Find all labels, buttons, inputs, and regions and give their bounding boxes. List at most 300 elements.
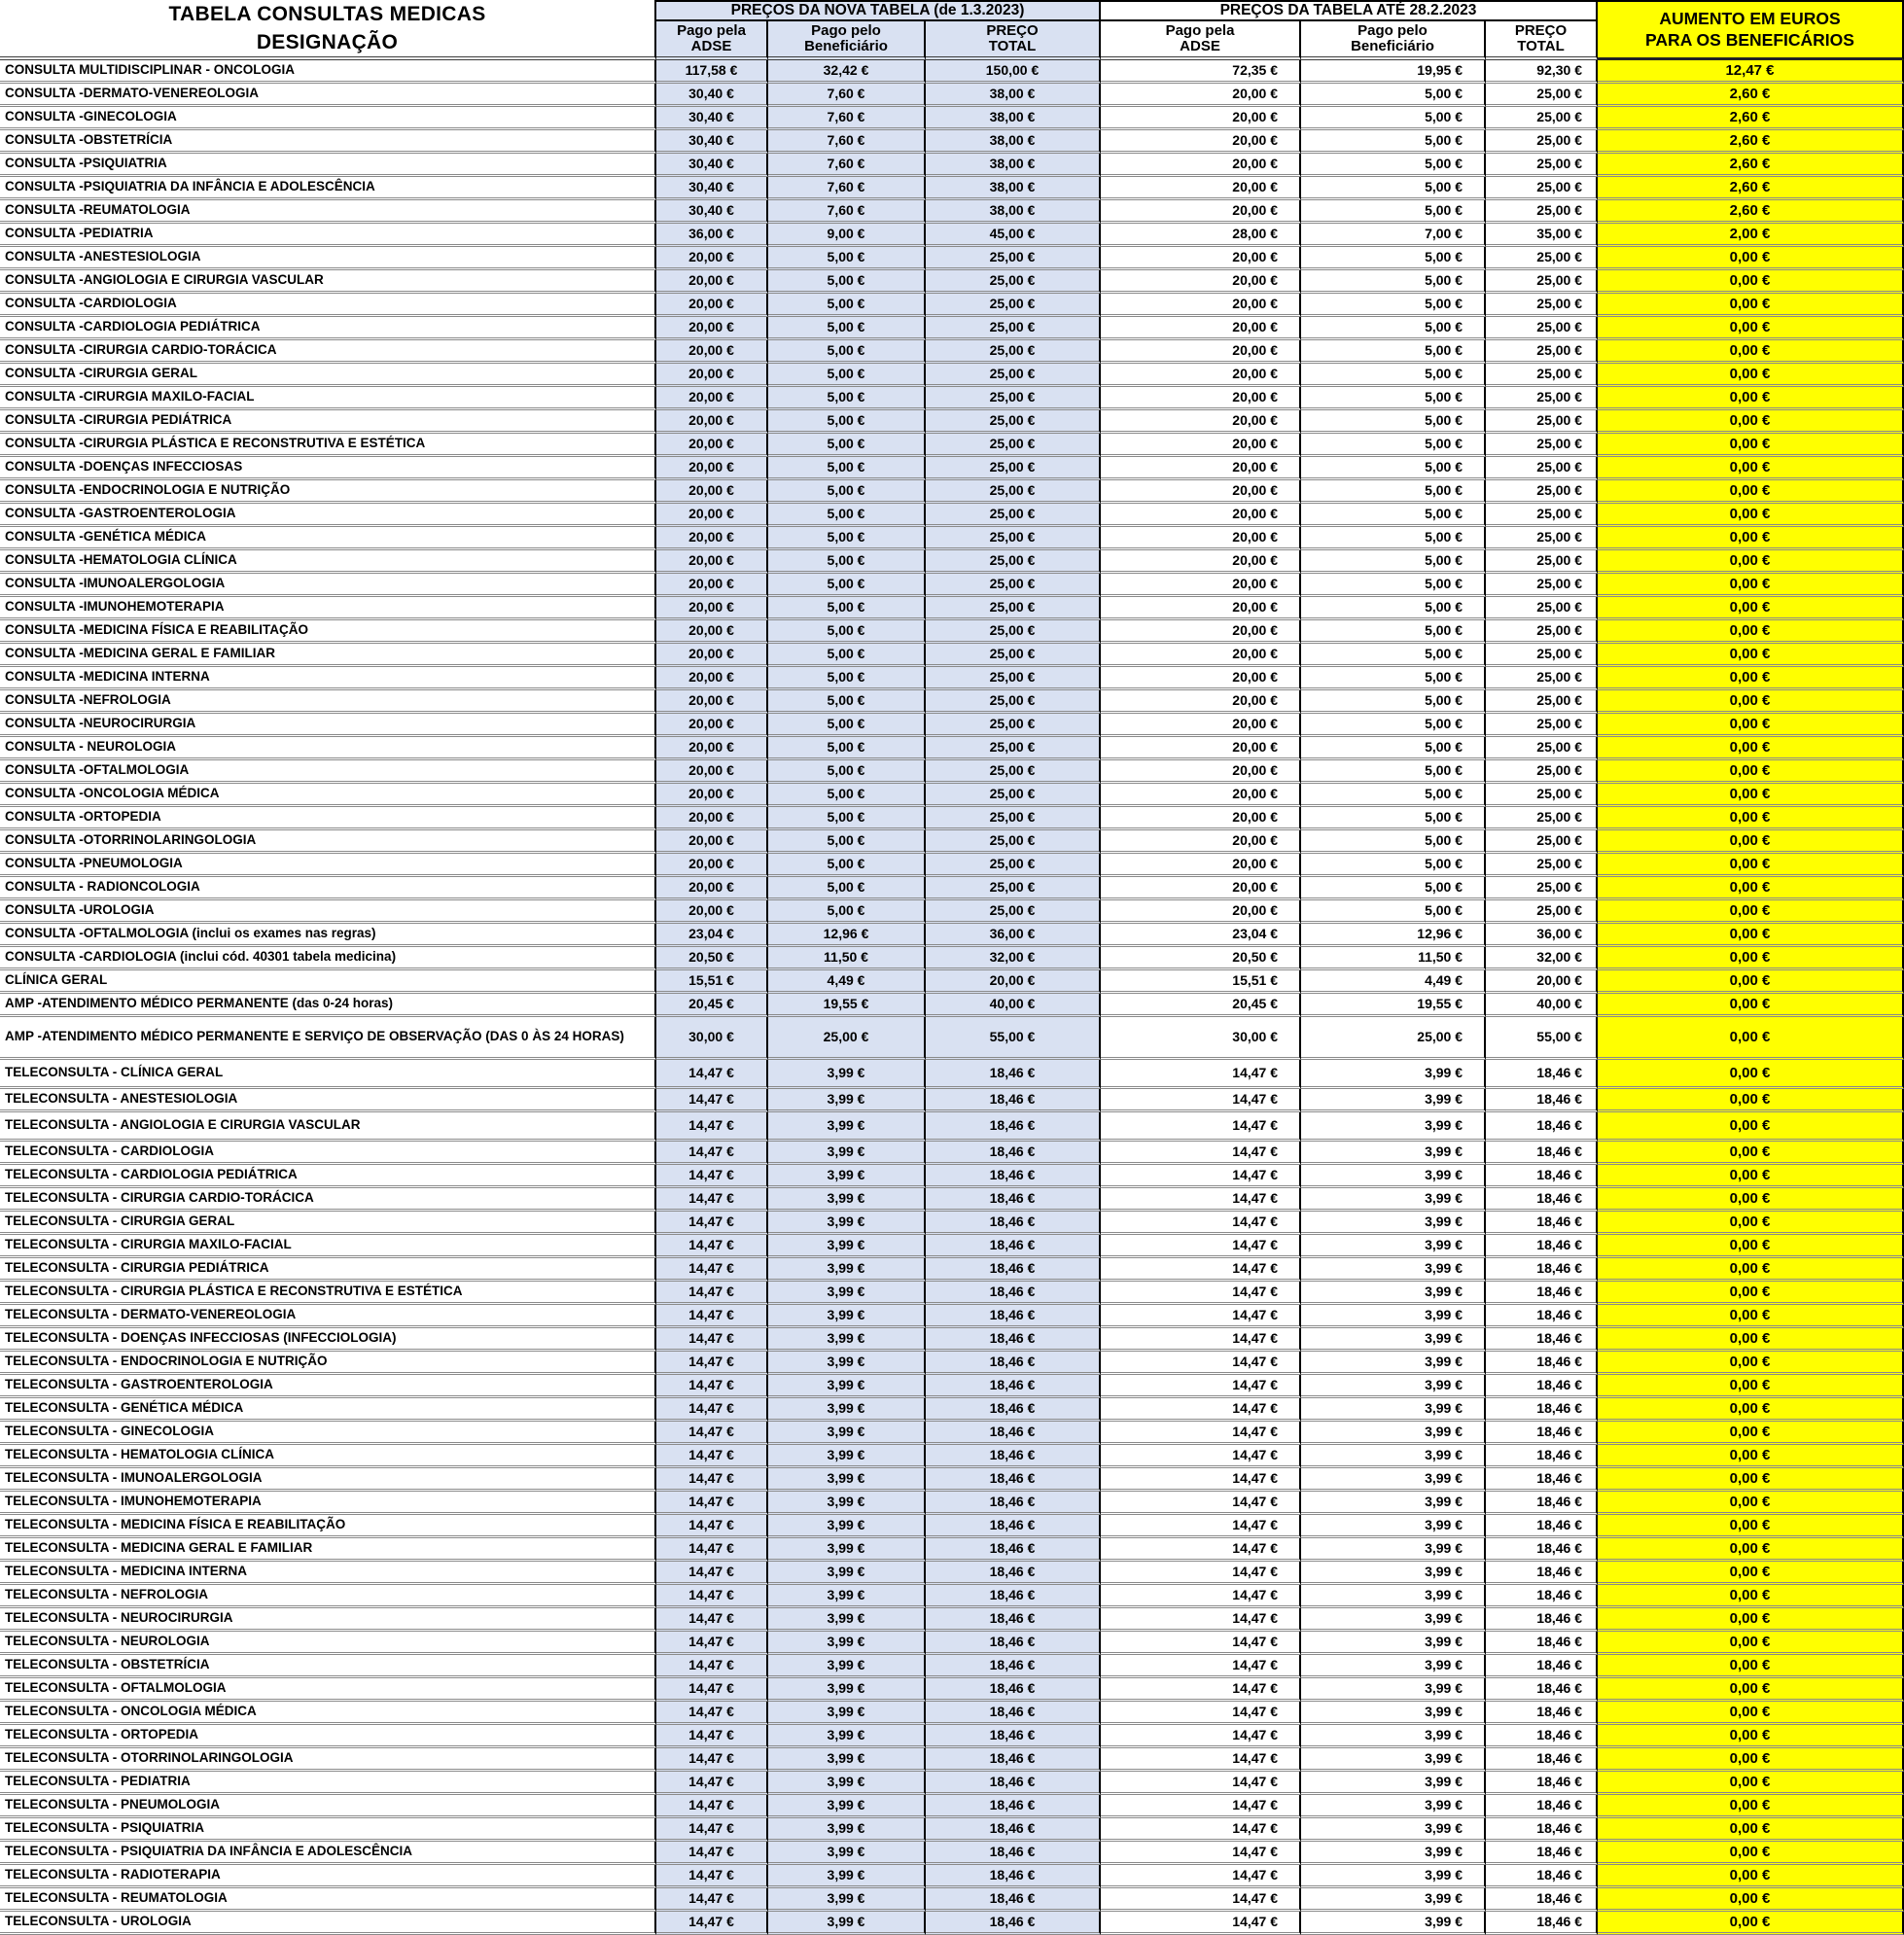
subheader-line: PREÇO xyxy=(1514,21,1568,39)
increase-cell: 0,00 € xyxy=(1598,737,1904,760)
increase-cell: 0,00 € xyxy=(1598,480,1904,504)
new-beneficiary-price-cell: 3,99 € xyxy=(768,1585,926,1608)
increase-cell: 2,60 € xyxy=(1598,154,1904,177)
new-adse-price-cell: 14,47 € xyxy=(656,1585,768,1608)
old-table-group-header xyxy=(1101,0,1598,21)
table-row xyxy=(0,784,1904,807)
new-total-price-cell: 25,00 € xyxy=(926,690,1101,714)
new-beneficiary-price-cell: 3,99 € xyxy=(768,1305,926,1328)
new-beneficiary-price-cell: 3,99 € xyxy=(768,1772,926,1795)
designation-cell: CONSULTA -OFTALMOLOGIA (inclui os exames nas regras) xyxy=(0,924,656,947)
new-adse-price-cell: 30,40 € xyxy=(656,200,768,224)
new-total-price-cell: 18,46 € xyxy=(926,1538,1101,1562)
new-total-price-cell: 18,46 € xyxy=(926,1089,1101,1112)
new-adse-price-cell: 30,40 € xyxy=(656,177,768,200)
increase-cell: 0,00 € xyxy=(1598,364,1904,387)
new-adse-price-cell: 36,00 € xyxy=(656,224,768,247)
new-adse-price-cell: 14,47 € xyxy=(656,1632,768,1655)
old-beneficiary-price-cell: 3,99 € xyxy=(1301,1702,1486,1725)
new-adse-price-cell: 14,47 € xyxy=(656,1725,768,1748)
new-beneficiary-price-cell: 7,60 € xyxy=(768,177,926,200)
new-total-price-cell: 38,00 € xyxy=(926,177,1101,200)
new-total-price-cell: 25,00 € xyxy=(926,270,1101,294)
new-beneficiary-price-cell: 3,99 € xyxy=(768,1562,926,1585)
designation-cell: CONSULTA -OTORRINOLARINGOLOGIA xyxy=(0,830,656,854)
old-total-price-cell: 25,00 € xyxy=(1486,667,1598,690)
new-total-price-cell: 18,46 € xyxy=(926,1212,1101,1235)
old-adse-price-cell: 20,00 € xyxy=(1101,130,1301,154)
new-adse-price-cell: 14,47 € xyxy=(656,1089,768,1112)
old-beneficiary-price-cell: 3,99 € xyxy=(1301,1445,1486,1468)
designation-cell: TELECONSULTA - REUMATOLOGIA xyxy=(0,1888,656,1912)
old-adse-price-cell: 20,00 € xyxy=(1101,854,1301,877)
designation-cell: CONSULTA -ANGIOLOGIA E CIRURGIA VASCULAR xyxy=(0,270,656,294)
old-beneficiary-price-cell: 3,99 € xyxy=(1301,1468,1486,1492)
increase-cell: 0,00 € xyxy=(1598,294,1904,317)
old-total-price-cell: 18,46 € xyxy=(1486,1515,1598,1538)
old-beneficiary-price-cell: 3,99 € xyxy=(1301,1492,1486,1515)
table-row xyxy=(0,1212,1904,1235)
new-adse-price-cell: 14,47 € xyxy=(656,1305,768,1328)
increase-cell: 0,00 € xyxy=(1598,947,1904,970)
increase-cell: 0,00 € xyxy=(1598,457,1904,480)
increase-cell: 0,00 € xyxy=(1598,760,1904,784)
old-adse-price-cell: 14,47 € xyxy=(1101,1842,1301,1865)
old-adse-price-cell: 20,00 € xyxy=(1101,200,1301,224)
new-adse-price-cell: 30,40 € xyxy=(656,107,768,130)
designation-cell: TELECONSULTA - DOENÇAS INFECCIOSAS (INFECCIOLOGIA) xyxy=(0,1328,656,1352)
new-adse-price-cell: 20,00 € xyxy=(656,574,768,597)
increase-cell: 0,00 € xyxy=(1598,1795,1904,1818)
new-beneficiary-price-cell: 5,00 € xyxy=(768,760,926,784)
table-row xyxy=(0,1655,1904,1678)
increase-cell: 0,00 € xyxy=(1598,247,1904,270)
increase-cell: 0,00 € xyxy=(1598,1888,1904,1912)
old-beneficiary-price-cell: 3,99 € xyxy=(1301,1538,1486,1562)
designation-cell: TELECONSULTA - MEDICINA INTERNA xyxy=(0,1562,656,1585)
new-total-price-cell: 18,46 € xyxy=(926,1562,1101,1585)
new-beneficiary-price-cell: 3,99 € xyxy=(768,1352,926,1375)
old-total-price-cell: 18,46 € xyxy=(1486,1492,1598,1515)
old-adse-price-cell: 20,00 € xyxy=(1101,877,1301,900)
old-beneficiary-price-cell: 5,00 € xyxy=(1301,807,1486,830)
new-total-price-cell: 40,00 € xyxy=(926,994,1101,1017)
increase-cell: 0,00 € xyxy=(1598,807,1904,830)
new-total-price-cell: 18,46 € xyxy=(926,1188,1101,1212)
increase-cell: 0,00 € xyxy=(1598,714,1904,737)
old-adse-price-cell: 20,00 € xyxy=(1101,294,1301,317)
new-total-price-cell: 18,46 € xyxy=(926,1818,1101,1842)
new-adse-price-cell: 14,47 € xyxy=(656,1188,768,1212)
new-adse-price-cell: 14,47 € xyxy=(656,1468,768,1492)
old-total-price-cell: 25,00 € xyxy=(1486,830,1598,854)
old-total-price-cell: 25,00 € xyxy=(1486,527,1598,550)
old-total-price-cell: 18,46 € xyxy=(1486,1655,1598,1678)
table-row xyxy=(0,1515,1904,1538)
designation-cell: TELECONSULTA - CARDIOLOGIA PEDIÁTRICA xyxy=(0,1165,656,1188)
new-beneficiary-price-cell: 3,99 € xyxy=(768,1865,926,1888)
old-total-price-cell: 18,46 € xyxy=(1486,1375,1598,1398)
new-beneficiary-price-cell: 5,00 € xyxy=(768,807,926,830)
designation-cell: CONSULTA -ONCOLOGIA MÉDICA xyxy=(0,784,656,807)
new-beneficiary-price-cell: 5,00 € xyxy=(768,854,926,877)
increase-cell: 0,00 € xyxy=(1598,1725,1904,1748)
designation-cell: TELECONSULTA - MEDICINA FÍSICA E REABILITAÇÃO xyxy=(0,1515,656,1538)
new-beneficiary-price-cell: 5,00 € xyxy=(768,574,926,597)
old-adse-price-cell: 14,47 € xyxy=(1101,1188,1301,1212)
new-adse-price-cell: 20,00 € xyxy=(656,340,768,364)
new-beneficiary-price-cell: 3,99 € xyxy=(768,1912,926,1935)
old-total-price-cell: 35,00 € xyxy=(1486,224,1598,247)
new-beneficiary-price-cell: 7,60 € xyxy=(768,107,926,130)
new-beneficiary-price-cell: 5,00 € xyxy=(768,480,926,504)
old-adse-price-cell: 20,00 € xyxy=(1101,830,1301,854)
new-total-price-cell: 18,46 € xyxy=(926,1445,1101,1468)
old-adse-price-cell: 20,45 € xyxy=(1101,994,1301,1017)
subheader-line: TOTAL xyxy=(988,38,1037,54)
new-adse-price-cell: 14,47 € xyxy=(656,1212,768,1235)
new-beneficiary-price-cell: 3,99 € xyxy=(768,1492,926,1515)
old-total-price-cell: 25,00 € xyxy=(1486,387,1598,410)
designation-cell: CONSULTA -PSIQUIATRIA xyxy=(0,154,656,177)
old-total-price-cell: 18,46 € xyxy=(1486,1445,1598,1468)
old-beneficiary-price-cell: 5,00 € xyxy=(1301,317,1486,340)
new-total-price-cell: 25,00 € xyxy=(926,294,1101,317)
old-total-price-cell: 36,00 € xyxy=(1486,924,1598,947)
new-total-price-cell: 38,00 € xyxy=(926,130,1101,154)
new-beneficiary-price-cell: 7,60 € xyxy=(768,200,926,224)
new-adse-price-cell: 14,47 € xyxy=(656,1818,768,1842)
old-adse-price-cell: 14,47 € xyxy=(1101,1515,1301,1538)
new-total-price-cell: 18,46 € xyxy=(926,1112,1101,1142)
new-beneficiary-price-cell: 5,00 € xyxy=(768,387,926,410)
old-total-price-cell: 25,00 € xyxy=(1486,364,1598,387)
increase-cell: 0,00 € xyxy=(1598,1188,1904,1212)
new-adse-price-cell: 23,04 € xyxy=(656,924,768,947)
designation-cell: TELECONSULTA - ANESTESIOLOGIA xyxy=(0,1089,656,1112)
old-beneficiary-price-cell: 19,95 € xyxy=(1301,60,1486,84)
old-total-price-cell: 25,00 € xyxy=(1486,130,1598,154)
new-adse-price-cell: 14,47 € xyxy=(656,1888,768,1912)
old-beneficiary-price-cell: 3,99 € xyxy=(1301,1655,1486,1678)
new-total-price-cell: 18,46 € xyxy=(926,1328,1101,1352)
new-beneficiary-price-cell: 5,00 € xyxy=(768,340,926,364)
old-beneficiary-price-cell: 5,00 € xyxy=(1301,294,1486,317)
new-total-price-cell: 18,46 € xyxy=(926,1632,1101,1655)
new-beneficiary-price-cell: 3,99 € xyxy=(768,1398,926,1422)
table-row xyxy=(0,1305,1904,1328)
new-beneficiary-price-cell: 3,99 € xyxy=(768,1089,926,1112)
old-total-price-cell: 18,46 € xyxy=(1486,1772,1598,1795)
increase-cell: 0,00 € xyxy=(1598,1912,1904,1935)
increase-cell: 0,00 € xyxy=(1598,1608,1904,1632)
old-adse-price-cell: 14,47 € xyxy=(1101,1165,1301,1188)
new-adse-price-cell: 14,47 € xyxy=(656,1655,768,1678)
increase-cell: 0,00 € xyxy=(1598,644,1904,667)
new-adse-price-cell: 14,47 € xyxy=(656,1678,768,1702)
designation-cell: CONSULTA -GASTROENTEROLOGIA xyxy=(0,504,656,527)
old-beneficiary-price-cell: 5,00 € xyxy=(1301,177,1486,200)
designation-cell: CONSULTA -ENDOCRINOLOGIA E NUTRIÇÃO xyxy=(0,480,656,504)
new-total-price-cell: 18,46 € xyxy=(926,1748,1101,1772)
old-total-price-cell: 25,00 € xyxy=(1486,900,1598,924)
old-beneficiary-price-cell: 5,00 € xyxy=(1301,154,1486,177)
designation-cell: CONSULTA -NEFROLOGIA xyxy=(0,690,656,714)
new-beneficiary-price-cell: 5,00 € xyxy=(768,294,926,317)
new-adse-price-cell: 14,47 € xyxy=(656,1748,768,1772)
designation-cell: CONSULTA MULTIDISCIPLINAR - ONCOLOGIA xyxy=(0,60,656,84)
designation-cell: TELECONSULTA - ONCOLOGIA MÉDICA xyxy=(0,1702,656,1725)
increase-cell: 0,00 € xyxy=(1598,270,1904,294)
new-adse-price-cell: 14,47 € xyxy=(656,1398,768,1422)
old-adse-price-cell: 20,50 € xyxy=(1101,947,1301,970)
designation-cell: TELECONSULTA - PNEUMOLOGIA xyxy=(0,1795,656,1818)
old-total-price-cell: 25,00 € xyxy=(1486,457,1598,480)
new-beneficiary-price-cell: 3,99 € xyxy=(768,1142,926,1165)
increase-cell: 2,60 € xyxy=(1598,177,1904,200)
old-adse-price-cell: 14,47 € xyxy=(1101,1702,1301,1725)
table-row xyxy=(0,200,1904,224)
old-adse-price-cell: 20,00 € xyxy=(1101,527,1301,550)
new-adse-price-cell: 20,00 € xyxy=(656,877,768,900)
increase-cell: 2,60 € xyxy=(1598,130,1904,154)
old-total-price-cell: 18,46 € xyxy=(1486,1888,1598,1912)
increase-cell: 0,00 € xyxy=(1598,877,1904,900)
old-adse-price-cell: 14,47 € xyxy=(1101,1562,1301,1585)
new-adse-price-cell: 15,51 € xyxy=(656,970,768,994)
old-total-price-cell: 25,00 € xyxy=(1486,714,1598,737)
old-total-price-cell: 25,00 € xyxy=(1486,270,1598,294)
designation-cell: TELECONSULTA - GENÉTICA MÉDICA xyxy=(0,1398,656,1422)
increase-cell: 0,00 € xyxy=(1598,410,1904,434)
old-adse-price-cell: 20,00 € xyxy=(1101,317,1301,340)
new-beneficiary-price-cell: 5,00 € xyxy=(768,410,926,434)
old-beneficiary-price-cell: 3,99 € xyxy=(1301,1515,1486,1538)
designation-cell: CONSULTA -OBSTETRÍCIA xyxy=(0,130,656,154)
table-row xyxy=(0,1632,1904,1655)
increase-cell: 0,00 € xyxy=(1598,1422,1904,1445)
old-adse-price-cell: 14,47 € xyxy=(1101,1655,1301,1678)
table-row xyxy=(0,714,1904,737)
designation-cell: CONSULTA -IMUNOHEMOTERAPIA xyxy=(0,597,656,620)
old-total-price-cell: 18,46 € xyxy=(1486,1632,1598,1655)
increase-cell: 0,00 € xyxy=(1598,1865,1904,1888)
new-adse-price-cell: 20,00 € xyxy=(656,854,768,877)
subheader-line: Beneficiário xyxy=(804,38,888,54)
increase-cell: 0,00 € xyxy=(1598,1492,1904,1515)
table-row xyxy=(0,84,1904,107)
new-beneficiary-price-cell: 3,99 € xyxy=(768,1212,926,1235)
old-beneficiary-price-cell: 5,00 € xyxy=(1301,644,1486,667)
new-beneficiary-price-cell: 9,00 € xyxy=(768,224,926,247)
old-total-price-cell: 25,00 € xyxy=(1486,480,1598,504)
new-total-price-cell: 25,00 € xyxy=(926,807,1101,830)
new-adse-price-cell: 14,47 € xyxy=(656,1112,768,1142)
old-beneficiary-price-cell: 3,99 € xyxy=(1301,1912,1486,1935)
table-row xyxy=(0,434,1904,457)
new-total-price-cell: 18,46 € xyxy=(926,1795,1101,1818)
old-adse-price-cell: 20,00 € xyxy=(1101,247,1301,270)
new-total-price-cell: 25,00 € xyxy=(926,784,1101,807)
table-row xyxy=(0,60,1904,84)
designation-cell: CLÍNICA GERAL xyxy=(0,970,656,994)
old-adse-price-cell: 20,00 € xyxy=(1101,177,1301,200)
new-adse-price-cell: 30,40 € xyxy=(656,84,768,107)
old-adse-price-cell: 14,47 € xyxy=(1101,1912,1301,1935)
old-adse-subheader xyxy=(1101,21,1301,60)
new-beneficiary-price-cell: 12,96 € xyxy=(768,924,926,947)
old-beneficiary-price-cell: 5,00 € xyxy=(1301,434,1486,457)
old-total-price-cell: 18,46 € xyxy=(1486,1352,1598,1375)
old-beneficiary-price-cell: 3,99 € xyxy=(1301,1795,1486,1818)
old-total-price-cell: 18,46 € xyxy=(1486,1818,1598,1842)
designation-cell: TELECONSULTA - PEDIATRIA xyxy=(0,1772,656,1795)
new-adse-price-cell: 14,47 € xyxy=(656,1608,768,1632)
old-beneficiary-price-cell: 3,99 € xyxy=(1301,1375,1486,1398)
increase-cell: 0,00 € xyxy=(1598,1352,1904,1375)
new-total-price-cell: 32,00 € xyxy=(926,947,1101,970)
old-beneficiary-price-cell: 5,00 € xyxy=(1301,107,1486,130)
new-beneficiary-price-cell: 3,99 € xyxy=(768,1445,926,1468)
table-row xyxy=(0,177,1904,200)
new-adse-price-cell: 14,47 € xyxy=(656,1258,768,1282)
table-row xyxy=(0,620,1904,644)
increase-cell: 0,00 € xyxy=(1598,1165,1904,1188)
designation-cell: AMP -ATENDIMENTO MÉDICO PERMANENTE (das 0-24 horas) xyxy=(0,994,656,1017)
new-total-price-cell: 38,00 € xyxy=(926,107,1101,130)
increase-cell: 0,00 € xyxy=(1598,690,1904,714)
new-adse-price-cell: 14,47 € xyxy=(656,1445,768,1468)
increase-cell: 0,00 € xyxy=(1598,1655,1904,1678)
increase-cell: 0,00 € xyxy=(1598,597,1904,620)
old-adse-price-cell: 20,00 € xyxy=(1101,84,1301,107)
increase-cell: 0,00 € xyxy=(1598,1515,1904,1538)
table-row xyxy=(0,1282,1904,1305)
old-total-price-cell: 40,00 € xyxy=(1486,994,1598,1017)
old-total-price-cell: 18,46 € xyxy=(1486,1258,1598,1282)
new-total-price-cell: 25,00 € xyxy=(926,247,1101,270)
new-adse-price-cell: 14,47 € xyxy=(656,1375,768,1398)
old-beneficiary-price-cell: 5,00 € xyxy=(1301,504,1486,527)
old-beneficiary-price-cell: 3,99 € xyxy=(1301,1585,1486,1608)
new-adse-price-cell: 20,00 € xyxy=(656,550,768,574)
table-row xyxy=(0,924,1904,947)
new-beneficiary-price-cell: 7,60 € xyxy=(768,154,926,177)
table-row xyxy=(0,1188,1904,1212)
old-beneficiary-price-cell: 5,00 € xyxy=(1301,130,1486,154)
increase-header-line1: AUMENTO EM EUROS xyxy=(1659,8,1841,28)
old-beneficiary-price-cell: 3,99 € xyxy=(1301,1112,1486,1142)
new-adse-price-cell: 14,47 € xyxy=(656,1328,768,1352)
old-beneficiary-price-cell: 3,99 € xyxy=(1301,1328,1486,1352)
new-total-price-cell: 18,46 € xyxy=(926,1375,1101,1398)
new-beneficiary-price-cell: 7,60 € xyxy=(768,84,926,107)
old-adse-price-cell: 20,00 € xyxy=(1101,107,1301,130)
old-adse-price-cell: 20,00 € xyxy=(1101,550,1301,574)
old-adse-price-cell: 14,47 € xyxy=(1101,1089,1301,1112)
new-total-price-cell: 18,46 € xyxy=(926,1585,1101,1608)
table-row xyxy=(0,1492,1904,1515)
increase-cell: 0,00 € xyxy=(1598,830,1904,854)
old-beneficiary-price-cell: 3,99 € xyxy=(1301,1212,1486,1235)
new-beneficiary-price-cell: 5,00 € xyxy=(768,620,926,644)
table-row xyxy=(0,994,1904,1017)
increase-cell: 0,00 € xyxy=(1598,550,1904,574)
designation-header-line2: DESIGNAÇÃO xyxy=(256,31,399,53)
designation-cell: CONSULTA -CIRURGIA PLÁSTICA E RECONSTRUTIVA E ESTÉTICA xyxy=(0,434,656,457)
new-beneficiary-price-cell: 5,00 € xyxy=(768,690,926,714)
new-adse-price-cell: 14,47 € xyxy=(656,1492,768,1515)
old-total-price-cell: 25,00 € xyxy=(1486,410,1598,434)
new-adse-price-cell: 14,47 € xyxy=(656,1235,768,1258)
old-beneficiary-price-cell: 5,00 € xyxy=(1301,597,1486,620)
subheader-line: TOTAL xyxy=(1517,38,1565,54)
increase-column-header xyxy=(1598,0,1904,60)
new-beneficiary-price-cell: 5,00 € xyxy=(768,644,926,667)
old-beneficiary-price-cell: 11,50 € xyxy=(1301,947,1486,970)
designation-cell: TELECONSULTA - ANGIOLOGIA E CIRURGIA VASCULAR xyxy=(0,1112,656,1142)
old-total-price-cell: 25,00 € xyxy=(1486,737,1598,760)
new-beneficiary-price-cell: 7,60 € xyxy=(768,130,926,154)
new-total-price-cell: 18,46 € xyxy=(926,1305,1101,1328)
new-adse-price-cell: 14,47 € xyxy=(656,1702,768,1725)
new-beneficiary-price-cell: 3,99 € xyxy=(768,1725,926,1748)
new-total-price-cell: 18,46 € xyxy=(926,1165,1101,1188)
table-row xyxy=(0,1258,1904,1282)
old-total-price-cell: 18,46 € xyxy=(1486,1562,1598,1585)
old-beneficiary-price-cell: 19,55 € xyxy=(1301,994,1486,1017)
old-adse-price-cell: 20,00 € xyxy=(1101,807,1301,830)
table-row xyxy=(0,1142,1904,1165)
old-beneficiary-price-cell: 5,00 € xyxy=(1301,690,1486,714)
table-row xyxy=(0,387,1904,410)
old-adse-price-cell: 28,00 € xyxy=(1101,224,1301,247)
old-beneficiary-price-cell: 3,99 € xyxy=(1301,1089,1486,1112)
old-adse-price-cell: 20,00 € xyxy=(1101,620,1301,644)
old-beneficiary-price-cell: 5,00 € xyxy=(1301,900,1486,924)
table-row xyxy=(0,667,1904,690)
old-beneficiary-price-cell: 3,99 € xyxy=(1301,1842,1486,1865)
new-total-price-cell: 150,00 € xyxy=(926,60,1101,84)
old-adse-price-cell: 14,47 € xyxy=(1101,1468,1301,1492)
designation-cell: TELECONSULTA - CIRURGIA CARDIO-TORÁCICA xyxy=(0,1188,656,1212)
old-beneficiary-price-cell: 3,99 € xyxy=(1301,1258,1486,1282)
new-adse-price-cell: 20,00 € xyxy=(656,760,768,784)
increase-cell: 2,60 € xyxy=(1598,107,1904,130)
new-total-price-cell: 55,00 € xyxy=(926,1017,1101,1060)
table-row xyxy=(0,1702,1904,1725)
old-adse-price-cell: 20,00 € xyxy=(1101,387,1301,410)
new-adse-price-cell: 20,45 € xyxy=(656,994,768,1017)
old-beneficiary-price-cell: 5,00 € xyxy=(1301,270,1486,294)
new-beneficiary-price-cell: 3,99 € xyxy=(768,1165,926,1188)
new-total-price-cell: 18,46 € xyxy=(926,1702,1101,1725)
old-total-price-cell: 18,46 € xyxy=(1486,1912,1598,1935)
old-adse-price-cell: 20,00 € xyxy=(1101,340,1301,364)
old-adse-price-cell: 14,47 € xyxy=(1101,1212,1301,1235)
designation-cell: TELECONSULTA - PSIQUIATRIA xyxy=(0,1818,656,1842)
increase-cell: 0,00 € xyxy=(1598,504,1904,527)
new-beneficiary-price-cell: 3,99 € xyxy=(768,1632,926,1655)
new-total-price-cell: 25,00 € xyxy=(926,900,1101,924)
new-adse-price-cell: 14,47 € xyxy=(656,1795,768,1818)
new-total-price-cell: 25,00 € xyxy=(926,527,1101,550)
new-adse-price-cell: 14,47 € xyxy=(656,1562,768,1585)
designation-cell: CONSULTA -MEDICINA GERAL E FAMILIAR xyxy=(0,644,656,667)
table-row xyxy=(0,527,1904,550)
new-adse-price-cell: 20,00 € xyxy=(656,294,768,317)
old-total-price-cell: 25,00 € xyxy=(1486,574,1598,597)
